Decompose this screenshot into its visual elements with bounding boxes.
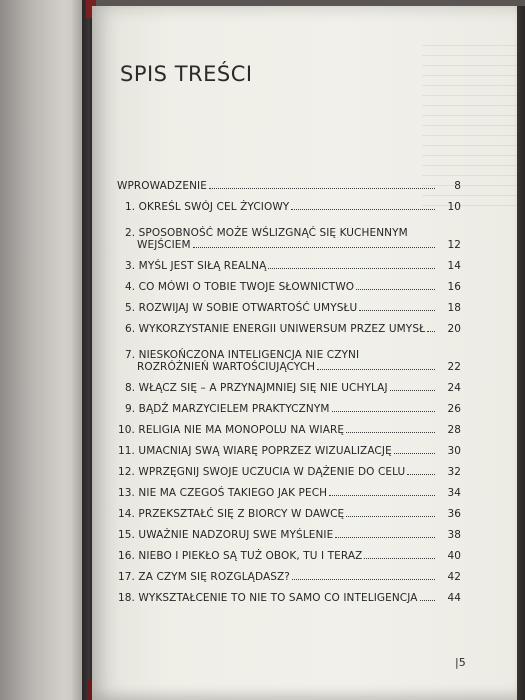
toc-entry-label: 16. NIEBO I PIEKŁO SĄ TUŻ OBOK, TU I TERAZ [118, 550, 363, 562]
toc-entry-page: 18 [447, 302, 461, 314]
toc-entry-page: 20 [447, 323, 461, 335]
toc-entry [117, 260, 461, 272]
leader-dots [390, 389, 435, 391]
leader-dots [292, 578, 435, 580]
toc-entry-page: 26 [447, 403, 461, 415]
toc-entry-label: 12. WPRZĘGNIJ SWOJE UCZUCIA W DĄŻENIE DO CELU [118, 466, 406, 478]
leader-dots [407, 473, 435, 475]
toc-entry-page: 14 [447, 260, 461, 272]
leader-dots [193, 246, 435, 248]
toc-entry-page: 8 [454, 180, 461, 192]
toc-entry-page: 24 [447, 382, 461, 394]
toc-entry-label: WPROWADZENIE [117, 180, 207, 192]
toc-entry-label: 10. RELIGIA NIE MA MONOPOLU NA WIARĘ [118, 424, 345, 436]
toc-entry-label: 1. OKREŚL SWÓJ CEL ŻYCIOWY [125, 201, 290, 213]
leader-dots [329, 494, 435, 496]
toc-entry-page: 16 [447, 281, 461, 293]
leader-dots [268, 267, 435, 269]
toc-entry-label: 3. MYŚL JEST SIŁĄ REALNĄ [125, 260, 267, 272]
leader-dots [420, 599, 435, 601]
leader-dots [359, 309, 435, 311]
toc-entry-page: 32 [447, 466, 461, 478]
toc-entry-label-continued: ROZRÓŻNIEŃ WARTOŚCIUJĄCYCH [137, 361, 316, 373]
toc-entry-page: 10 [447, 201, 461, 213]
toc-entry-label: 6. WYKORZYSTANIE ENERGII UNIWERSUM PRZEZ UMYSŁ [125, 323, 426, 335]
toc-entry-label: 18. WYKSZTAŁCENIE TO NIE TO SAMO CO INTELIGENCJA [118, 592, 418, 604]
toc-entry [117, 445, 461, 457]
toc-entry [117, 466, 461, 478]
toc-entry-label: 14. PRZEKSZTAŁĆ SIĘ Z BIORCY W DAWCĘ [118, 508, 345, 520]
page-number: |5 [455, 656, 466, 669]
toc-entry [117, 180, 461, 192]
toc-entry-page: 12 [447, 239, 461, 251]
toc-entry-page: 40 [447, 550, 461, 562]
leader-dots [335, 536, 435, 538]
toc-entry [117, 403, 461, 415]
toc-entry [117, 550, 461, 562]
toc-entry [117, 529, 461, 541]
toc-entry [117, 302, 461, 314]
toc-entry-label: 2. SPOSOBNOŚĆ MOŻE WŚLIZGNĄĆ SIĘ KUCHENNYM [125, 227, 408, 239]
toc-entry [117, 487, 461, 499]
toc-entry-label: 13. NIE MA CZEGOŚ TAKIEGO JAK PECH [118, 487, 328, 499]
leader-dots [364, 557, 435, 559]
leader-dots [291, 208, 435, 210]
page-title: SPIS TREŚCI [120, 62, 253, 86]
toc-entry-first-line [117, 217, 461, 239]
toc-entry-label: 9. BĄDŹ MARZYCIELEM PRAKTYCZNYM [125, 403, 330, 415]
toc-entry-page: 44 [447, 592, 461, 604]
toc-entry [117, 361, 461, 373]
toc-entry-label: 15. UWAŻNIE NADZORUJ SWE MYŚLENIE [118, 529, 334, 541]
toc-entry [117, 281, 461, 293]
leader-dots [356, 288, 435, 290]
toc-entry-first-line [117, 339, 461, 361]
toc-entry [117, 323, 461, 335]
toc-entry [117, 239, 461, 251]
toc-entry-label-continued: WEJŚCIEM [137, 239, 191, 251]
toc-entry [117, 201, 461, 213]
leader-dots [332, 410, 435, 412]
toc-entry-page: 30 [447, 445, 461, 457]
toc-entry [117, 508, 461, 520]
toc-entry-label: 5. ROZWIJAJ W SOBIE OTWARTOŚĆ UMYSŁU [125, 302, 358, 314]
toc-entry-page: 38 [447, 529, 461, 541]
toc-entry [117, 592, 461, 604]
leader-dots [209, 187, 435, 189]
toc-entry-page: 22 [447, 361, 461, 373]
toc-entry-label: 4. CO MÓWI O TOBIE TWOJE SŁOWNICTWO [125, 281, 355, 293]
toc-entry-page: 34 [447, 487, 461, 499]
toc-entry-label: 8. WŁĄCZ SIĘ – A PRZYNAJMNIEJ SIĘ NIE UCHYLAJ [125, 382, 388, 394]
toc-entry-page: 36 [447, 508, 461, 520]
leader-dots [317, 368, 435, 370]
leader-dots [346, 515, 435, 517]
leader-dots [346, 431, 435, 433]
table-of-contents [117, 180, 461, 604]
leader-dots [394, 452, 435, 454]
toc-entry-label: 11. UMACNIAJ SWĄ WIARĘ POPRZEZ WIZUALIZACJĘ [118, 445, 392, 457]
toc-entry [117, 424, 461, 436]
toc-entry-label: 17. ZA CZYM SIĘ ROZGLĄDASZ? [118, 571, 290, 583]
toc-entry [117, 571, 461, 583]
toc-entry-label: 7. NIESKOŃCZONA INTELIGENCJA NIE CZYNI [125, 349, 360, 361]
page-right-edge [517, 6, 525, 700]
toc-entry-page: 42 [447, 571, 461, 583]
toc-entry [117, 382, 461, 394]
leader-dots [427, 330, 435, 332]
toc-entry-page: 28 [447, 424, 461, 436]
